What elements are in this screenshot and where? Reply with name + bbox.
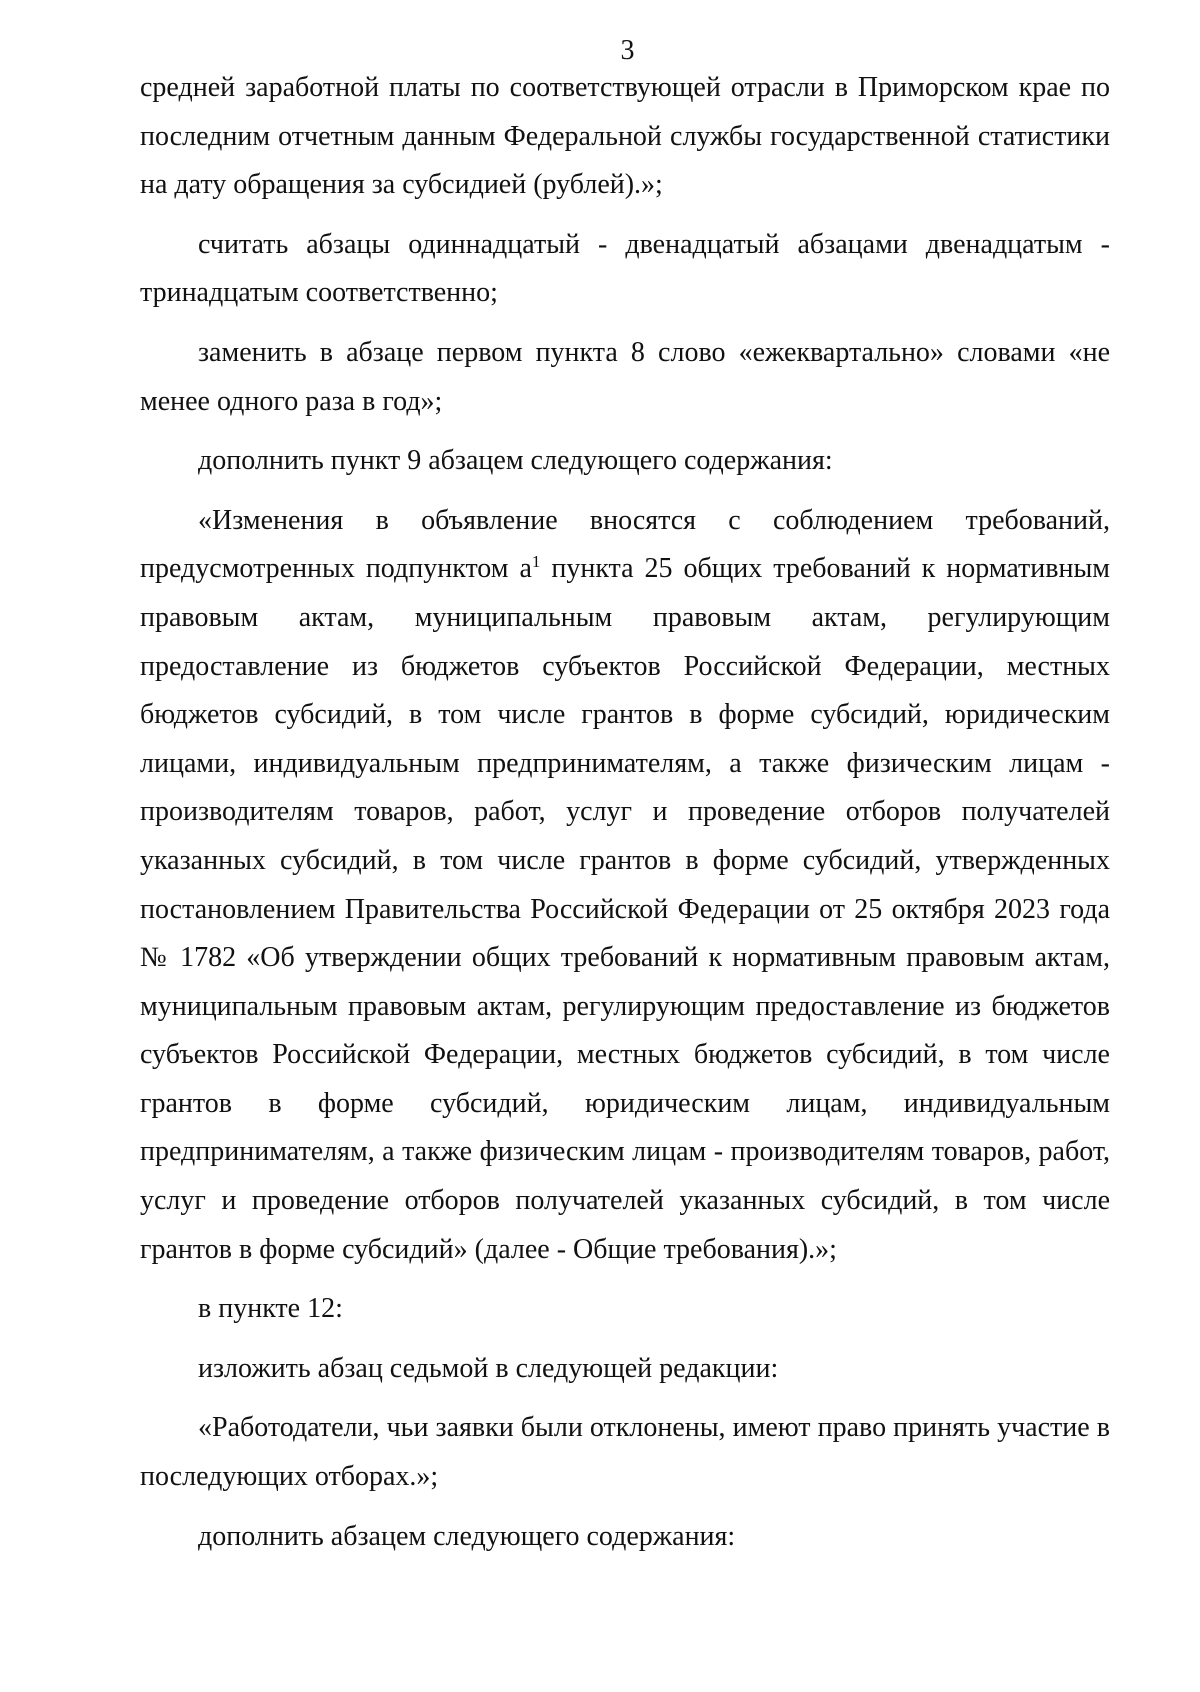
paragraph: изложить абзац седьмой в следующей редакции: — [198, 1352, 779, 1384]
paragraph: дополнить пункт 9 абзацем следующего содержания: — [198, 445, 833, 477]
paragraph: считать абзацы одиннадцатый - двенадцатый абзацами двенадцатым - тринадцатым соответственно; — [140, 228, 1110, 309]
page-number: 3 — [620, 35, 635, 66]
paragraph: дополнить абзацем следующего содержания: — [198, 1520, 736, 1552]
paragraph: в пункте 12: — [198, 1293, 343, 1325]
document-body — [140, 64, 1110, 1561]
paragraph: средней заработной платы по соответствующей отрасли в Приморском крае по последним отчетным данным Федеральной службы государственной статистики на дату обращения за субсидией (рублей).»; — [140, 72, 1110, 201]
quote-text-part1: «Изменения в объявление вносятся с соблюдением требований, предусмотренных подпунктом а — [140, 504, 1110, 585]
paragraph: заменить в абзаце первом пункта 8 слово «ежеквартально» словами «не менее одного раза в год»; — [140, 336, 1110, 417]
quoted-amendment — [140, 497, 1110, 1275]
superscript: 1 — [531, 552, 541, 572]
quote-text-part2: пункта 25 общих требований к нормативным правовым актам, муниципальным правовым актам, регулирующим предоставление из бюджетов субъектов Российской Федерации, местных бюджетов субсидий, в том числе грантов в форме субсидий, юридическим лицами, индивидуальным предпринимателям, а также физическим лицам - производителям товаров, работ, услуг и проведение отборов получателей указанных субсидий, в том числе грантов в форме субсидий, утвержденных постановлением Правительства Российской Федерации от 25 октября 2023 года № 1782 «Об утверждении общих требований к нормативным правовым актам, муниципальным правовым актам, регулирующим предоставление из бюджетов субъектов Российской Федерации, местных бюджетов субсидий, в том числе грантов в форме субсидий, юридическим лицам, индивидуальным предпринимателям, а также физическим лицам - производителям товаров, работ, услуг и проведение отборов получателей указанных субсидий, в том числе грантов в форме субсидий» (далее - Общие требования).»; — [140, 553, 1110, 1265]
paragraph: «Работодатели, чьи заявки были отклонены, имеют право принять участие в последующих отборах.»; — [140, 1412, 1110, 1493]
